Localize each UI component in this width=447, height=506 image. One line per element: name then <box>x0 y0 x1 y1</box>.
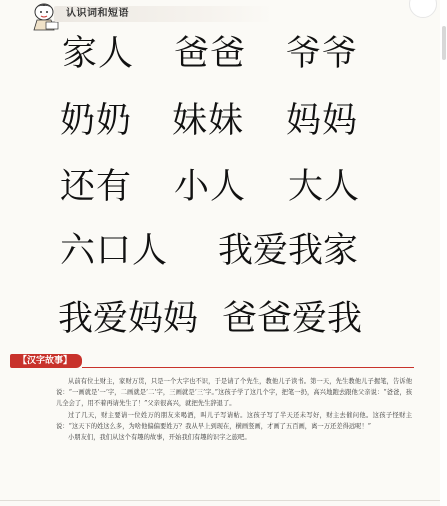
vocab-word: 六口人 <box>60 231 169 271</box>
story-paragraph: 小朋友们，我们从这个有趣的故事，开始我们有趣的识字之旅吧。 <box>68 434 251 442</box>
vocab-word: 妹妹 <box>172 101 245 141</box>
vocab-word: 我爱妈妈 <box>58 299 199 339</box>
vocab-word: 我爱我家 <box>218 231 359 271</box>
story-paragraph: 从前有位土财主，家财万贯，只是一个大字也不识，于是请了个先生，教他儿子读书。第一天，先生教他儿子握笔，告诉他说：“一画就是‘一’字，二画就是‘二’字，三画就是‘三’字。”这孩子学了这几个字，把笔一扔，高兴地跑去跟他父亲说：“爸爸，孩儿全会了，用不着再请先生了！”父亲很高兴，就把先生辞退了。 <box>56 378 412 408</box>
divider <box>82 367 414 368</box>
vocab-word: 爸爸爱我 <box>222 299 363 339</box>
scrollbar-thumb[interactable] <box>442 26 446 60</box>
vocab-word: 家人 <box>62 34 135 74</box>
vocab-word: 妈妈 <box>286 101 359 141</box>
vocab-word: 还有 <box>60 167 133 207</box>
vocab-word: 大人 <box>288 167 361 207</box>
story-paragraph: 过了几天，财主要请一位姓万的朋友来喝酒，叫儿子写请帖。这孩子写了半天还未写好，财主去催问他。这孩子怪财主说：“这天下的姓这么多，为啥他偏偏要姓万？我从早上到现在，横画竖画，才画了五百画，离一万还差得远呢！” <box>56 411 412 430</box>
scrollbar[interactable] <box>440 0 447 506</box>
vocab-word: 小人 <box>174 167 247 207</box>
divider <box>0 500 440 501</box>
story-text <box>56 376 412 443</box>
story-title: 【汉字故事】 <box>18 356 73 366</box>
page-title: 认识词和短语 <box>66 8 129 19</box>
vocab-word: 爸爸 <box>174 34 247 74</box>
vocab-word: 奶奶 <box>60 101 133 141</box>
vocab-word: 爷爷 <box>286 34 359 74</box>
